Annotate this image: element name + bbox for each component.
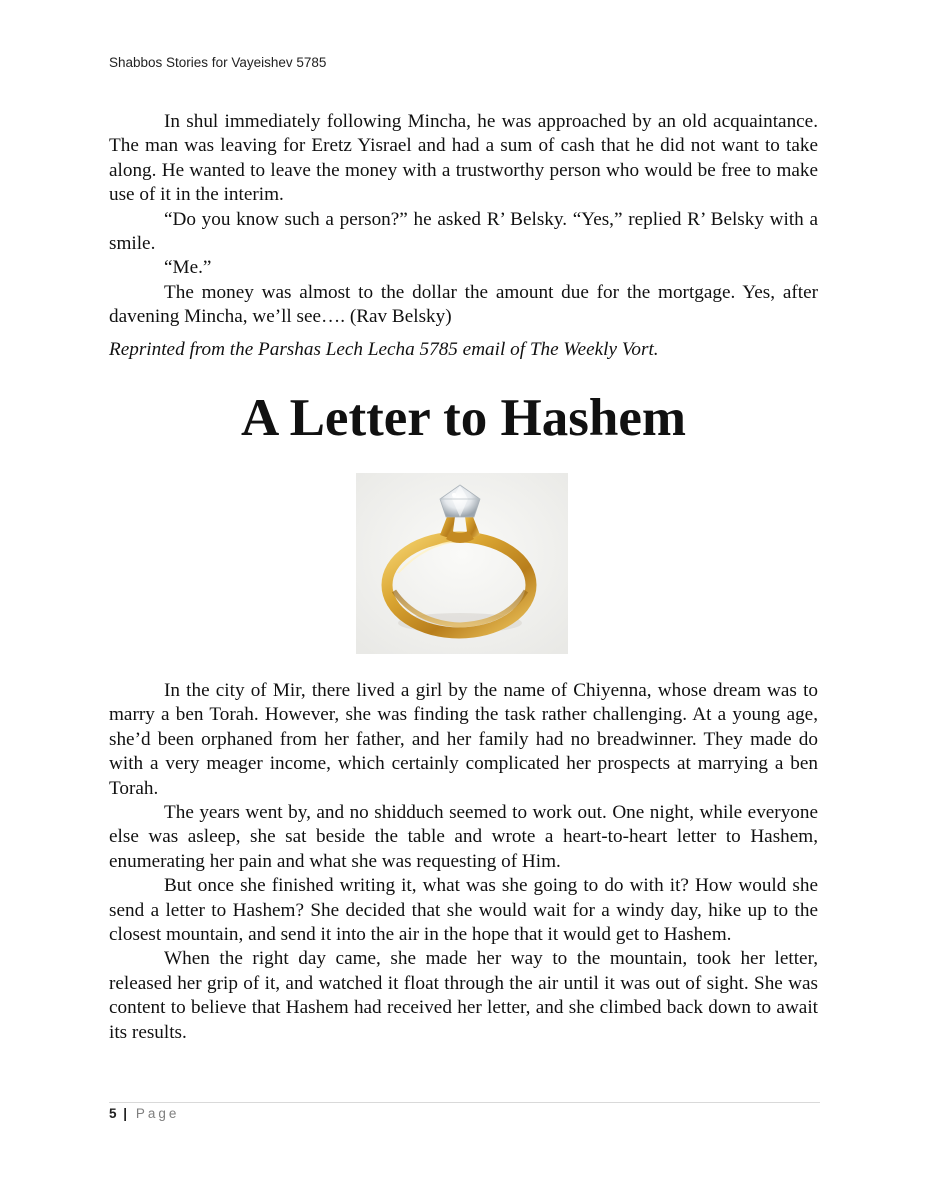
paragraph: “Do you know such a person?” he asked R’ Belsky. “Yes,” replied R’ Belsky with a smile.	[109, 208, 818, 255]
paragraph: But once she finished writing it, what was she going to do with it? How would she send a letter to Hashem? She decided that she would wait for a windy day, hike up to the closest mountain, and send it into the air in the hope that it would get to Hashem.	[109, 875, 818, 946]
paragraph: In shul immediately following Mincha, he was approached by an old acquaintance. The man was leaving for Eretz Yisrael and had a sum of cash that he did not want to take along. He wanted to leave the money with a trustworthy person who would be free to make use of it in the interim.	[109, 111, 818, 206]
ring-photo	[356, 473, 568, 654]
story-body	[109, 679, 818, 1045]
page-footer	[109, 1106, 179, 1121]
paragraph: “Me.”	[164, 257, 212, 279]
footer-divider	[109, 1102, 820, 1103]
footer-separator: |	[123, 1106, 128, 1121]
page-number: 5	[109, 1106, 118, 1121]
reprint-credit: Reprinted from the Parshas Lech Lecha 5785 email of The Weekly Vort.	[109, 338, 659, 360]
paragraph: The money was almost to the dollar the amount due for the mortgage. Yes, after davening Mincha, we’ll see…. (Rav Belsky)	[109, 281, 818, 328]
previous-story-ending	[109, 110, 818, 362]
engagement-ring-icon	[356, 473, 568, 654]
paragraph: In the city of Mir, there lived a girl by the name of Chiyenna, whose dream was to marry a ben Torah. However, she was finding the task rather challenging. At a young age, she’d been orphaned from her father, and her family had no breadwinner. They made do with a very meager income, which certainly complicated her prospects at marrying a ben Torah.	[109, 680, 818, 799]
paragraph: The years went by, and no shidduch seemed to work out. One night, while everyone else was asleep, she sat beside the table and wrote a heart-to-heart letter to Hashem, enumerating her pain and what she was requesting of Him.	[109, 802, 818, 872]
running-header: Shabbos Stories for Vayeishev 5785	[109, 55, 327, 70]
paragraph: When the right day came, she made her way to the mountain, took her letter, released her grip of it, and watched it float through the air until it was out of sight. She was content to believe that Hashem had received her letter, and she climbed back down to await its results.	[109, 948, 818, 1043]
story-title: A Letter to Hashem	[240, 389, 686, 447]
page-label: Page	[135, 1106, 180, 1121]
